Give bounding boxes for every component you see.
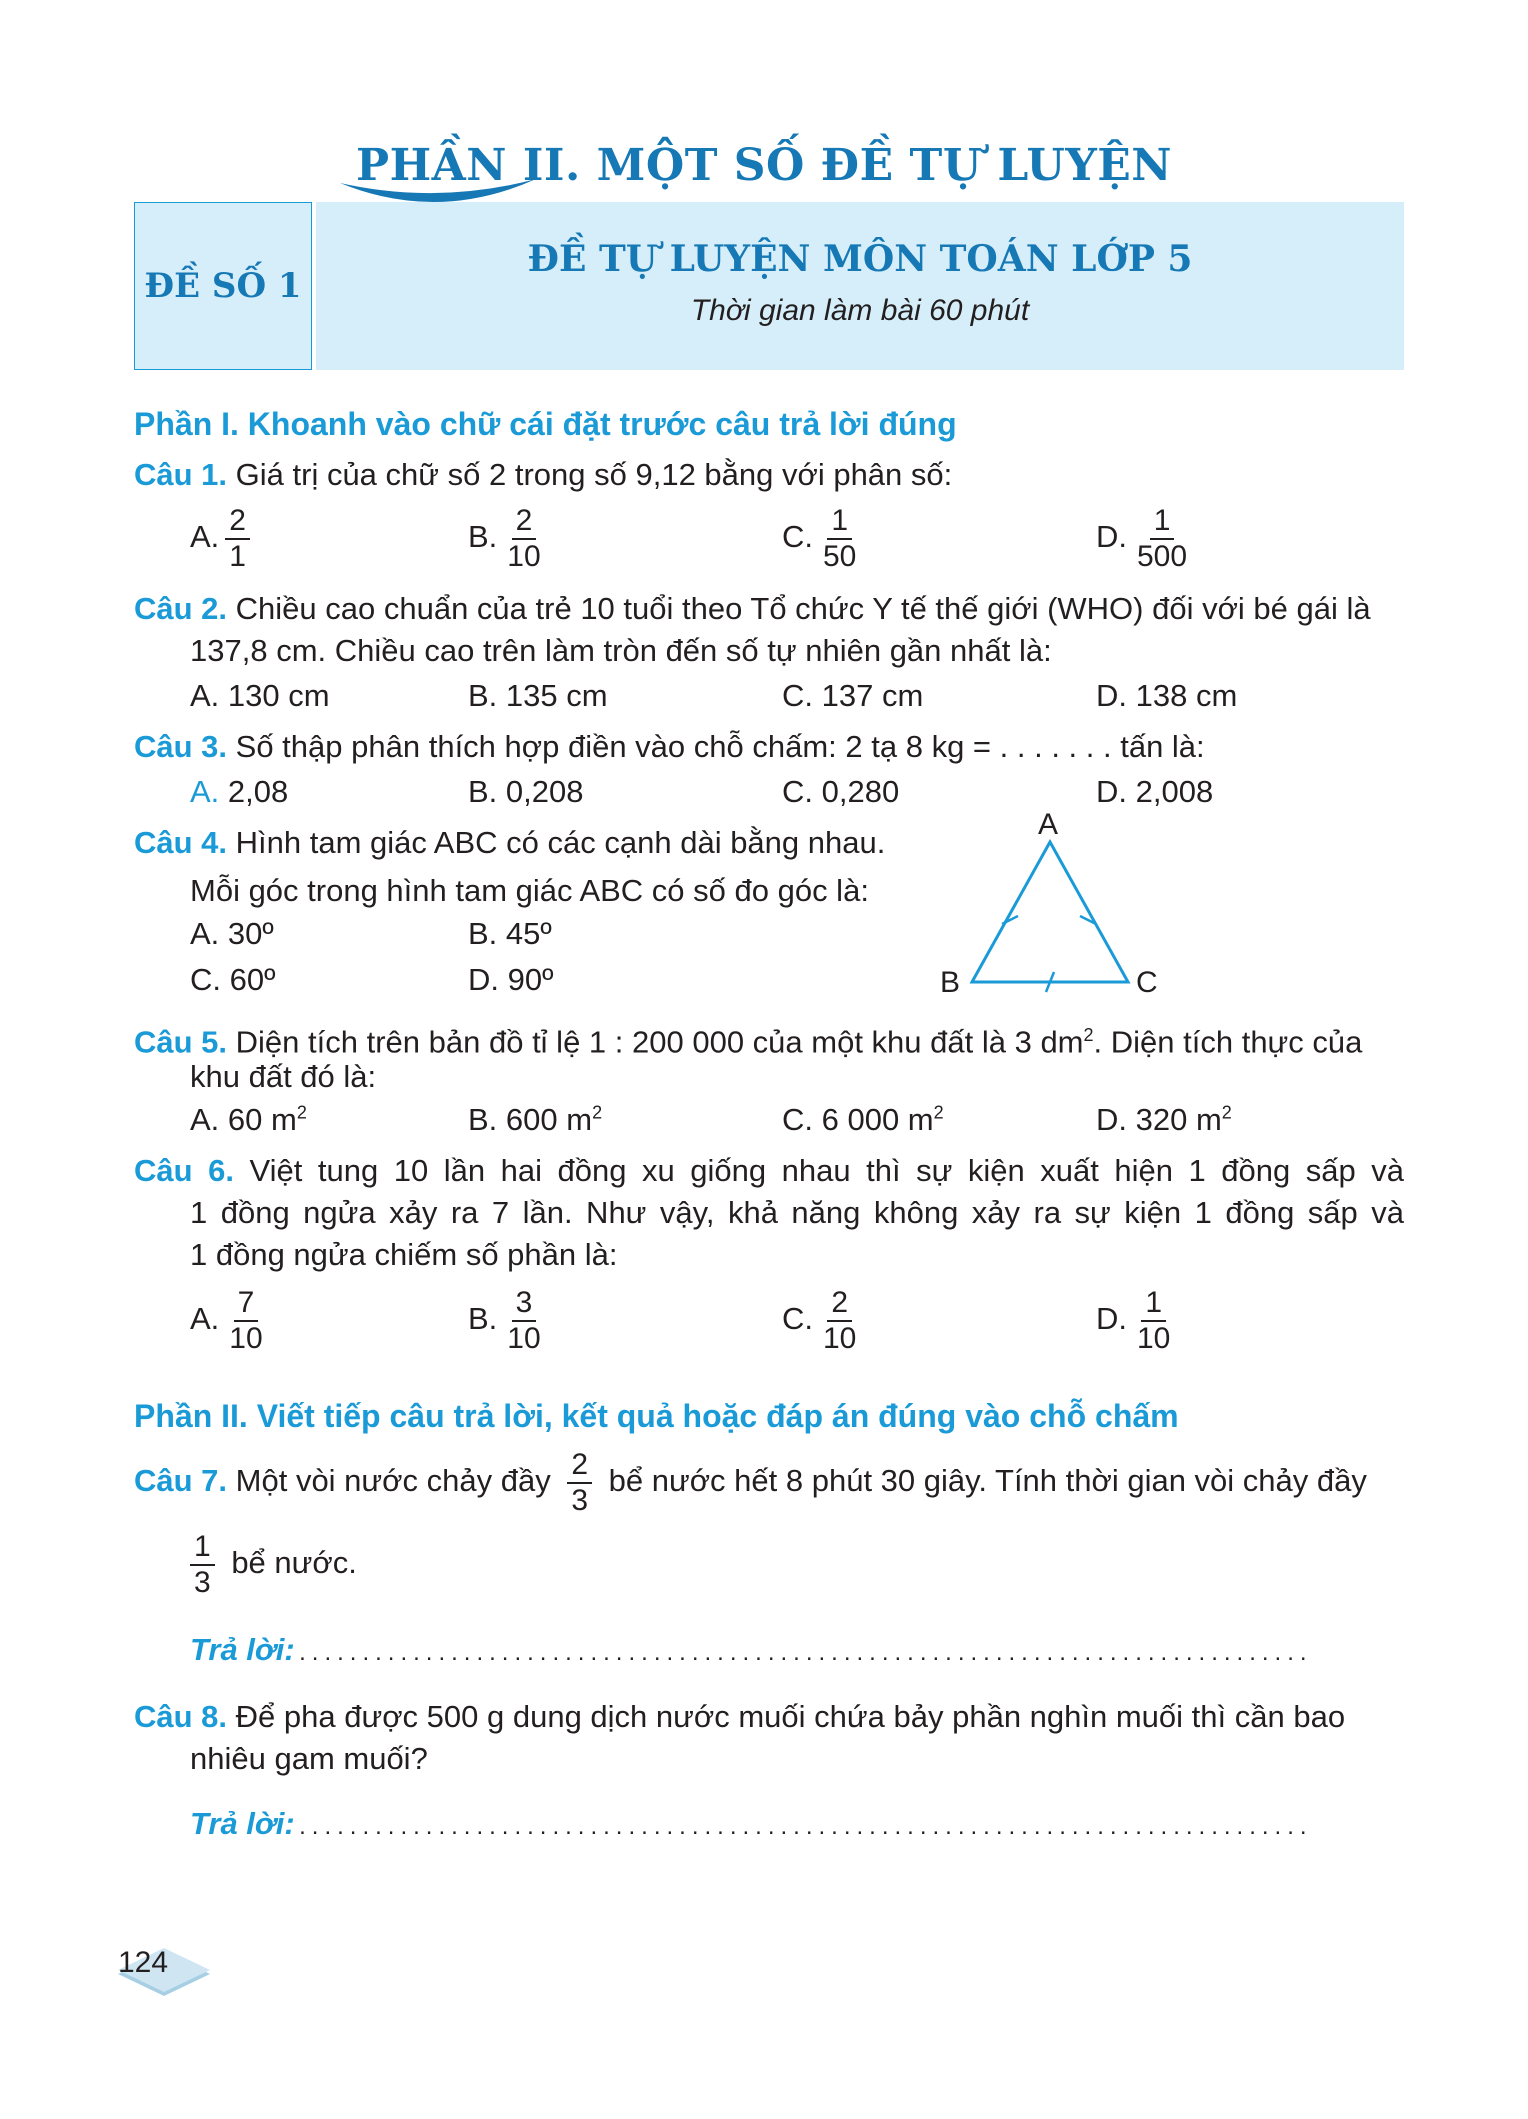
question-3: Câu 3. Số thập phân thích hợp điền vào chỗ chấm: 2 tạ 8 kg = . . . . . . . tấn là: — [134, 729, 1205, 764]
q1-option-d[interactable]: D. $\frac{1}{500}$ — [1096, 504, 1188, 573]
exam-time: Thời gian làm bài 60 phút — [690, 294, 1030, 327]
q3-option-c[interactable]: C. 0,280 — [782, 774, 900, 809]
question-2: Câu 2. Chiều cao chuẩn của trẻ 10 tuổi theo Tổ chức Y tế thế giới (WHO) đối với bé gái là — [134, 591, 1371, 626]
question-4: Câu 4. Hình tam giác ABC có các cạnh dài bằng nhau. — [134, 825, 886, 860]
vertex-a-label: A — [1038, 808, 1059, 841]
question-7: Câu 7. Một vòi nước chảy đầy $\frac{2}{3}$ bể nước hết 8 phút 30 giây. Tính thời gian vòi chảy đầy — [134, 1448, 1367, 1517]
section-1-heading: Phần I. Khoanh vào chữ cái đặt trước câu trả lời đúng — [134, 406, 957, 442]
part-title-text: MỘT SỐ ĐỀ TỰ LUYỆN — [596, 140, 1172, 191]
exam-title: ĐỀ TỰ LUYỆN MÔN TOÁN LỚP 5 — [527, 238, 1193, 280]
q2-option-d[interactable]: D. 138 cm — [1096, 678, 1238, 713]
q3-option-b[interactable]: B. 0,208 — [468, 774, 584, 809]
q5-option-a[interactable]: A. 60 $m^2$ — [190, 1102, 307, 1137]
question-6-cont-1: 1 đồng ngửa xảy ra 7 lần. Như vậy, khả năng không xảy ra sự kiện 1 đồng sấp và — [190, 1195, 1404, 1230]
question-8: Câu 8. Để pha được 500 g dung dịch nước muối chứa bảy phần nghìn muối thì cần bao — [134, 1699, 1346, 1734]
q1-option-b[interactable]: B. $\frac{2}{10}$ — [468, 504, 541, 573]
triangle-shape — [972, 842, 1128, 982]
q5-option-c[interactable]: C. 6 000 $m^2$ — [782, 1102, 944, 1137]
page-number: 124 — [118, 1946, 169, 1979]
fraction: $\frac{2}{3}$ — [567, 1448, 592, 1518]
triangle-abc-figure — [940, 800, 1160, 1010]
question-2-cont: 137,8 cm. Chiều cao trên làm tròn đến số tự nhiên gần nhất là: — [190, 633, 1052, 668]
q4-option-d[interactable]: D. 90º — [468, 962, 554, 997]
fraction: $\frac{1}{3}$ — [190, 1530, 215, 1600]
q6-option-d[interactable]: D. $\frac{1}{10}$ — [1096, 1286, 1171, 1355]
question-7-cont: $\frac{1}{3}$ bể nước. — [190, 1530, 357, 1600]
part-label-wrap — [356, 140, 581, 191]
answer-line-8[interactable]: Trả lời: ................................................................................ — [190, 1806, 1313, 1841]
q3-option-a[interactable]: A. 2,08 — [190, 774, 289, 809]
q6-option-a[interactable]: A. $\frac{7}{10}$ — [190, 1286, 263, 1355]
part-label: PHẦN II. — [356, 140, 581, 191]
q5-option-d[interactable]: D. 320 $m^2$ — [1096, 1102, 1232, 1137]
q1-option-a[interactable]: A. $\frac{2}{1}$ — [190, 504, 250, 574]
q6-option-c[interactable]: C. $\frac{2}{10}$ — [782, 1286, 857, 1355]
question-4-cont: Mỗi góc trong hình tam giác ABC có số đo góc là: — [190, 873, 869, 908]
question-5-cont: khu đất đó là: — [190, 1059, 377, 1094]
q6-option-b[interactable]: B. $\frac{3}{10}$ — [468, 1286, 541, 1355]
q2-option-a[interactable]: A. 130 cm — [190, 678, 330, 713]
exam-header-box — [134, 202, 1404, 370]
answer-line-7[interactable]: Trả lời: ................................................................................ — [190, 1632, 1313, 1667]
question-8-cont: nhiêu gam muối? — [190, 1741, 428, 1776]
question-5: Câu 5. Diện tích trên bản đồ tỉ lệ 1 : 200 000 của một khu đất là 3 $dm^2$. Diện tích thực của — [134, 1024, 1363, 1060]
q3-option-d[interactable]: D. 2,008 — [1096, 774, 1214, 809]
q2-option-c[interactable]: C. 137 cm — [782, 678, 924, 713]
section-2-heading: Phần II. Viết tiếp câu trả lời, kết quả hoặc đáp án đúng vào chỗ chấm — [134, 1398, 1179, 1434]
vertex-b-label: B — [940, 966, 961, 999]
header-divider — [312, 202, 316, 370]
part-title — [0, 140, 1528, 191]
question-label: Câu 1. — [134, 457, 228, 492]
tick-ab — [1002, 916, 1018, 924]
q5-option-b[interactable]: B. 600 $m^2$ — [468, 1102, 603, 1137]
exam-number: ĐỀ SỐ 1 — [134, 202, 312, 370]
question-text: Giá trị của chữ số 2 trong số 9,12 bằng với phân số: — [235, 457, 953, 492]
vertex-c-label: C — [1136, 966, 1158, 999]
q4-option-a[interactable]: A. 30º — [190, 916, 274, 951]
question-6: Câu 6. Việt tung 10 lần hai đồng xu giống nhau thì sự kiện xuất hiện 1 đồng sấp và — [134, 1153, 1405, 1188]
q4-option-b[interactable]: B. 45º — [468, 916, 552, 951]
question-1 — [134, 454, 952, 496]
q1-option-c[interactable]: C. $\frac{1}{50}$ — [782, 504, 857, 573]
q2-option-b[interactable]: B. 135 cm — [468, 678, 608, 713]
q4-option-c[interactable]: C. 60º — [190, 962, 276, 997]
question-6-cont-2: 1 đồng ngửa chiếm số phần là: — [190, 1237, 618, 1272]
